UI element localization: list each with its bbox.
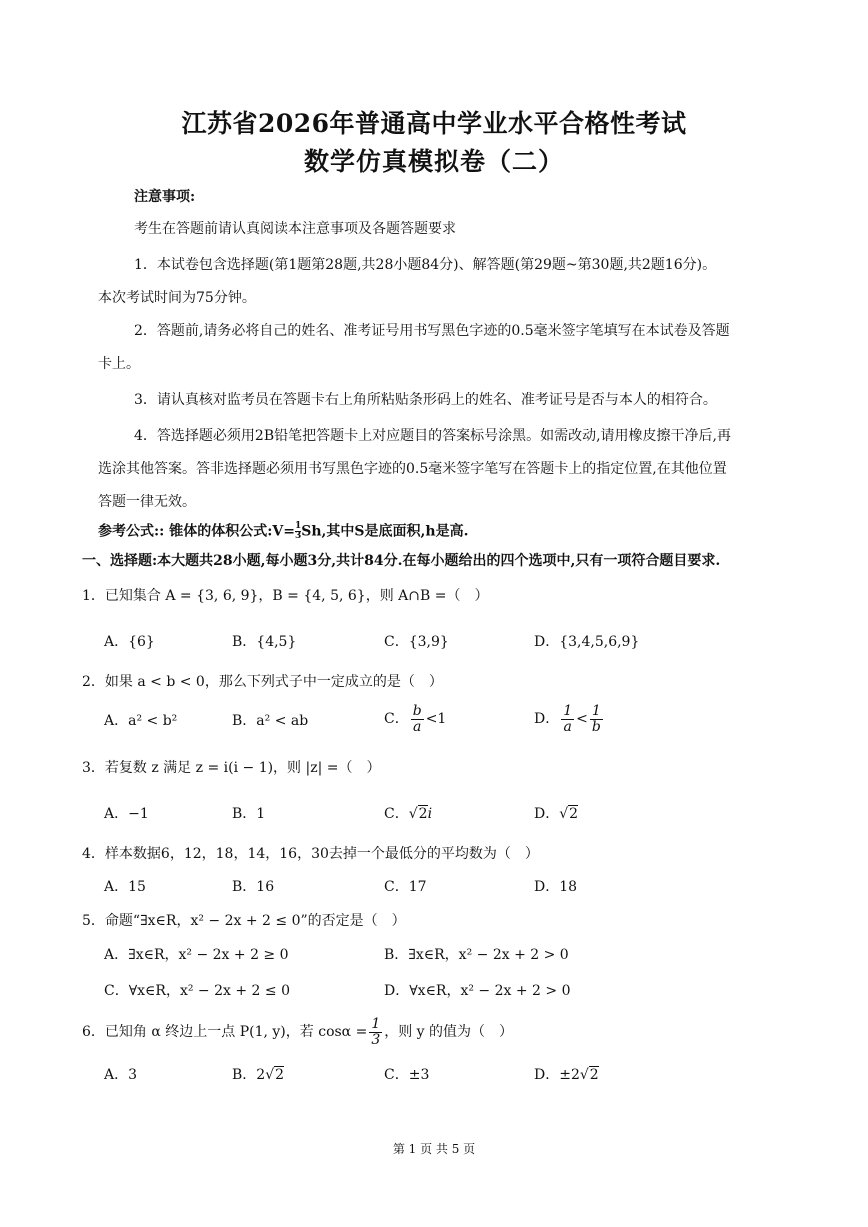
question-5-option-b: B．∃x∈R，x² − 2x + 2 > 0 [384, 947, 569, 963]
notice-item-2: 2．答题前,请务必将自己的姓名、准考证号用书写黑色字迹的0.5毫米签字笔填写在本试卷及答题 [134, 323, 730, 339]
notice-item-3: 3．请认真核对监考员在答题卡右上角所粘贴条形码上的姓名、准考证号是否与本人的相符合。 [134, 392, 717, 408]
question-1-stem: 1．已知集合 A = {3, 6, 9}，B = {4, 5, 6}，则 A∩B =（ ） [82, 588, 489, 604]
question-6-option-b: B．2√2 [232, 1067, 285, 1083]
formula-suffix: Sh,其中S是底面积,h是高. [301, 523, 469, 540]
question-2-option-d: D． $\frac{1}{a}$ < $\frac{1}{b}$ [534, 703, 601, 735]
sqrt: √2 [265, 1067, 285, 1083]
question-3-stem: 3．若复数 z 满足 z = i(i − 1)，则 |z| =（ ） [82, 760, 381, 776]
question-4-stem: 4．样本数据6，12，18，14，16，30去掉一个最低分的平均数为（ ） [82, 846, 539, 862]
exam-title: 江苏省2026年普通高中学业水平合格性考试 [181, 109, 687, 138]
sqrt: √2 [408, 806, 428, 822]
fraction: $\frac{b}{a}$ [412, 703, 422, 735]
question-1-option-b: B．{4,5} [232, 634, 297, 650]
section-heading-choice: 一、选择题:本大题共28小题,每小题3分,共计84分.在每小题给出的四个选项中,只有一项符合题目要求. [82, 553, 721, 569]
formula-fraction: $\frac{1}{3}$ [294, 521, 302, 541]
reference-formula [98, 522, 468, 541]
sqrt: √2 [579, 1067, 599, 1083]
fraction: $\frac{1}{b}$ [591, 703, 601, 735]
notice-item-1: 1．本试卷包含选择题(第1题第28题,共28小题84分)、解答题(第29题~第30题,共2题16分)。 [134, 257, 717, 273]
question-1-option-d: D．{3,4,5,6,9} [534, 634, 640, 650]
question-1-option-c: C．{3,9} [384, 634, 449, 650]
question-4-option-c: C．17 [384, 879, 427, 895]
formula-prefix: 参考公式:: 锥体的体积公式:V= [98, 523, 295, 540]
question-5-option-a: A．∃x∈R，x² − 2x + 2 ≥ 0 [104, 947, 289, 963]
question-5-option-c: C．∀x∈R，x² − 2x + 2 ≤ 0 [104, 983, 290, 999]
notice-item-4: 4．答选择题必须用2B铅笔把答题卡上对应题目的答案标号涂黑。如需改动,请用橡皮擦干净后,再 [134, 428, 732, 444]
question-6-option-a: A．3 [104, 1067, 138, 1083]
notice-item-4-cont2: 答题一律无效。 [98, 494, 196, 510]
fraction: $\frac{1}{a}$ [563, 703, 573, 735]
question-2-stem: 2．如果 a < b < 0，那么下列式子中一定成立的是（ ） [82, 674, 443, 690]
question-3-option-d: D．√2 [534, 806, 579, 822]
question-1-option-a: A．{6} [104, 634, 155, 650]
exam-subtitle: 数学仿真模拟卷（二） [303, 147, 564, 176]
question-5-stem: 5．命题“∃x∈R，x² − 2x + 2 ≤ 0”的否定是（ ） [82, 913, 406, 929]
question-3-option-c: C．√2i [384, 806, 433, 822]
notice-heading: 注意事项: [134, 189, 196, 205]
question-6-option-d: D．±2√2 [534, 1067, 599, 1083]
question-4-option-d: D．18 [534, 879, 578, 895]
question-2-option-a: A．a² < b² [104, 713, 178, 729]
question-2-option-c: C． $\frac{b}{a}$ <1 [384, 703, 447, 735]
notice-item-4-cont1: 选涂其他答案。答非选择题必须用书写黑色字迹的0.5毫米签字笔写在答题卡上的指定位置,在其他位置 [98, 461, 727, 477]
question-4-option-b: B．16 [232, 879, 275, 895]
notice-item-1-cont: 本次考试时间为75分钟。 [98, 290, 256, 306]
question-6-option-c: C．±3 [384, 1067, 430, 1083]
page-footer: 第 1 页 共 5 页 [392, 1142, 476, 1156]
question-6-stem: 6．已知角 α 终边上一点 P(1, y)，若 cosα = $\frac{1}{3}$ ，则 y 的值为（ ） [82, 1016, 514, 1048]
notice-item-2-cont: 卡上。 [98, 356, 140, 372]
question-3-option-a: A．−1 [104, 806, 149, 822]
question-4-option-a: A．15 [104, 879, 146, 895]
question-5-option-d: D．∀x∈R，x² − 2x + 2 > 0 [384, 983, 571, 999]
sqrt: √2 [559, 806, 579, 822]
notice-intro: 考生在答题前请认真阅读本注意事项及各题答题要求 [134, 221, 456, 237]
question-3-option-b: B．1 [232, 806, 266, 822]
question-2-option-b: B．a² < ab [232, 713, 309, 729]
fraction: $\frac{1}{3}$ [371, 1016, 381, 1048]
